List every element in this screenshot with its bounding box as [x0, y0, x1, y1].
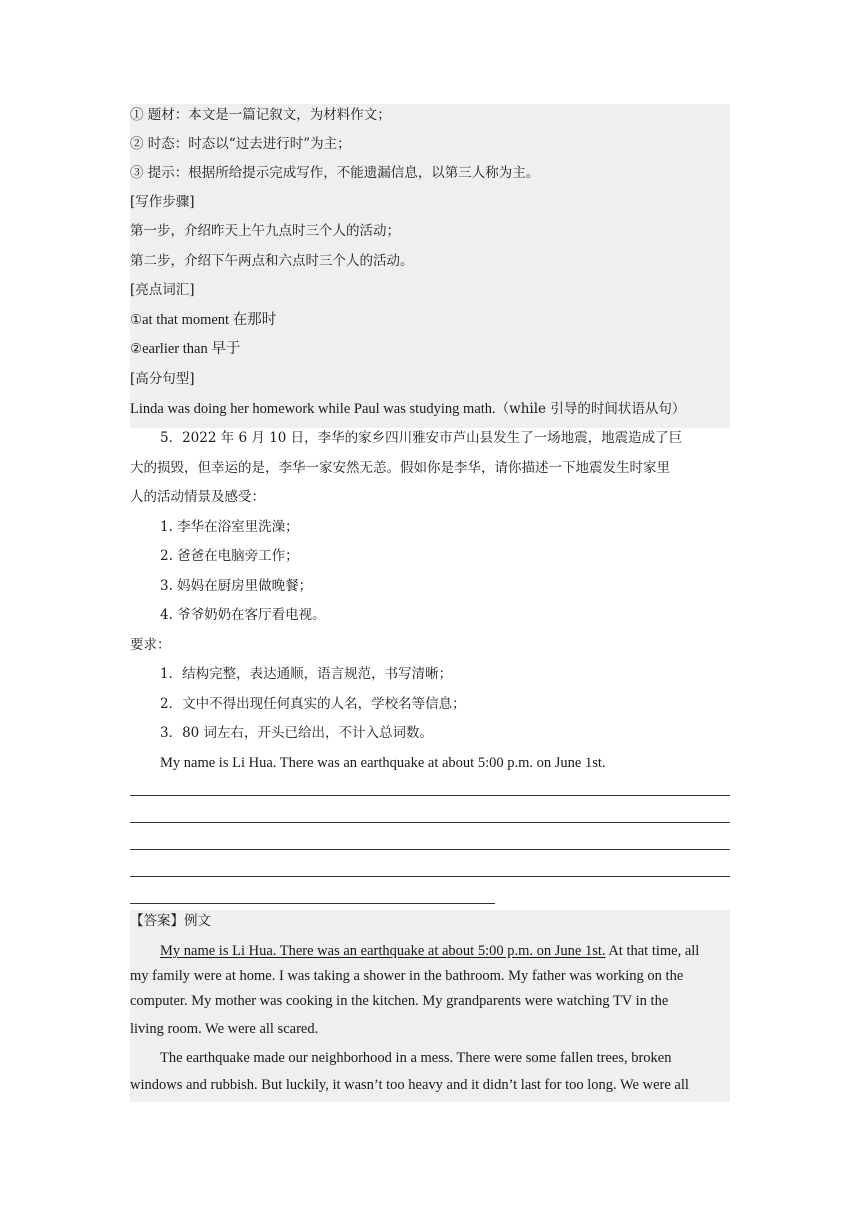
- given-start-underlined: My name is Li Hua. There was an earthquake at about 5:00 p.m. on June 1st.: [160, 943, 606, 959]
- answer-block: [130, 910, 730, 1102]
- writing-tips-block: [130, 104, 730, 428]
- pattern-english: Linda was doing her homework while Paul was studying math.: [130, 401, 496, 417]
- requirements-heading: 要求：: [130, 637, 171, 653]
- situation-item-3: 3. 妈妈在厨房里做晚餐；: [160, 578, 313, 594]
- question-intro-line-3: 人的活动情景及感受：: [130, 489, 265, 505]
- situation-item-2: 2. 爸爸在电脑旁工作；: [160, 548, 299, 564]
- requirement-2: 2．文中不得出现任何真实的人名，学校名等信息；: [160, 696, 466, 712]
- answer-p1-line4: living room. We were all scared.: [130, 1021, 319, 1037]
- situation-item-1: 1. 李华在浴室里洗澡；: [160, 519, 299, 535]
- tip-tense: ② 时态：时态以“过去进行时”为主；: [130, 136, 351, 152]
- answer-p1-line1-rest: At that time, all: [605, 943, 700, 959]
- vocab-item-2: [130, 340, 240, 358]
- answer-line[interactable]: [130, 822, 730, 823]
- answer-line[interactable]: [130, 903, 495, 904]
- pattern-sentence: [130, 400, 685, 418]
- answer-p1-line1: [160, 942, 699, 960]
- question-intro-line-1: 5．2022 年 6 月 10 日，李华的家乡四川雅安市芦山县发生了一场地震，地震造成了巨: [160, 430, 683, 446]
- answer-label: 【答案】: [130, 913, 184, 929]
- answer-line[interactable]: [130, 795, 730, 796]
- answer-p2-line2: windows and rubbish. But luckily, it wasn’t too heavy and it didn’t last for too long. We were all: [130, 1077, 689, 1093]
- vocab-item-2-mark: ②: [130, 341, 143, 357]
- answer-label-line: [130, 912, 211, 930]
- step-1: 第一步，介绍昨天上午九点时三个人的活动；: [130, 223, 400, 239]
- vocab-item-1: [130, 311, 276, 329]
- step-2: 第二步，介绍下午两点和六点时三个人的活动。: [130, 253, 414, 269]
- answer-p1-line2: my family were at home. I was taking a shower in the bathroom. My father was working on the: [130, 968, 684, 984]
- vocab-item-2-text: earlier than 早于: [142, 341, 241, 357]
- vocab-heading: [亮点词汇]: [130, 282, 195, 298]
- tip-topic: ① 题材：本文是一篇记叙文，为材料作文；: [130, 107, 391, 123]
- answer-p2-line1: The earthquake made our neighborhood in a mess. There were some fallen trees, broken: [160, 1050, 672, 1066]
- steps-heading: [写作步骤]: [130, 194, 195, 210]
- vocab-item-1-mark: ①: [130, 312, 143, 328]
- requirement-3: 3．80 词左右，开头已给出，不计入总词数。: [160, 725, 434, 741]
- pattern-note: （while 引导的时间状语从句）: [495, 401, 686, 417]
- situation-item-4: 4. 爷爷奶奶在客厅看电视。: [160, 607, 326, 623]
- vocab-item-1-text: at that moment 在那时: [142, 312, 277, 328]
- question-intro-line-2: 大的损毁，但幸运的是，李华一家安然无恙。假如你是李华，请你描述一下地震发生时家里: [130, 460, 670, 476]
- answer-line[interactable]: [130, 849, 730, 850]
- answer-p1-line3: computer. My mother was cooking in the kitchen. My grandparents were watching TV in the: [130, 993, 669, 1009]
- start-sentence: My name is Li Hua. There was an earthquake at about 5:00 p.m. on June 1st.: [160, 755, 606, 771]
- requirement-1: 1．结构完整，表达通顺，语言规范，书写清晰；: [160, 666, 453, 682]
- pattern-heading: [高分句型]: [130, 371, 195, 387]
- answer-label-suffix: 例文: [184, 913, 211, 929]
- tip-hint: ③ 提示：根据所给提示完成写作，不能遗漏信息，以第三人称为主。: [130, 165, 540, 181]
- answer-line[interactable]: [130, 876, 730, 877]
